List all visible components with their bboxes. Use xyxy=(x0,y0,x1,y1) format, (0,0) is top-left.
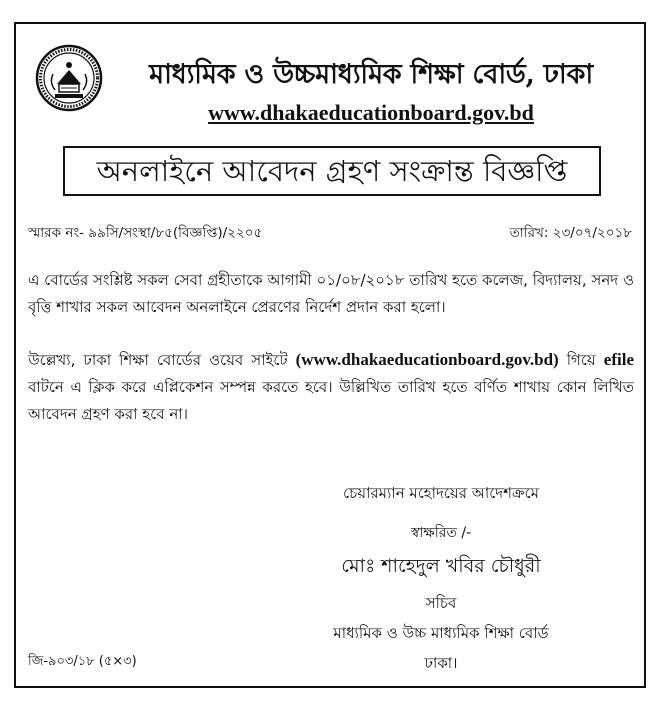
notice-paragraph-1: এ বোর্ডের সংশ্লিষ্ট সকল সেবা গ্রহীতাকে আগামী ০১/০৮/২০১৮ তারিখ হতে কলেজ, বিদ্যালয়, সনদ ও বৃত্তি শাখার সকল আবেদন অনলাইনে প্রেরণের নির্দেশ প্রদান করা হলো। xyxy=(28,271,634,316)
notice-title: অনলাইনে আবেদন গ্রহণ সংক্রান্ত বিজ্ঞপ্তি xyxy=(63,146,601,196)
board-seal-icon xyxy=(35,44,103,112)
memo-number: স্মারক নং- ৯৯সি/সংস্থা/৮৫(বিজ্ঞপ্তি)/২২০৫ xyxy=(28,225,263,241)
board-name: মাধ্যমিক ও উচ্চমাধ্যমিক শিক্ষা বোর্ড, ঢাকা xyxy=(149,59,593,90)
board-website-link[interactable]: www.dhakaeducationboard.gov.bd xyxy=(208,100,534,125)
signed-line: স্বাক্ষরিত /- xyxy=(410,525,472,541)
paragraph-2-text-c: বাটনে এ ক্লিক করে এপ্লিকেশন সম্পন্ন করতে হবে। উল্লিখিত তারিখ হতে বর্ণিত শাখায় কোন লিখিত আবেদন গ্রহণ করা হবে না। xyxy=(28,378,634,423)
officer-name: মোঃ শাহেদুল খবির চৌধুরী xyxy=(341,555,541,577)
publication-code: জি-৯০৩/১৮ (৫×৩) xyxy=(28,654,137,669)
officer-designation: সচিব xyxy=(425,594,457,612)
order-line: চেয়ারম্যান মহোদয়ের আদেশক্রমে xyxy=(343,484,539,502)
paragraph-2-text-b: গিয়ে xyxy=(558,351,604,369)
notice-frame xyxy=(14,22,646,688)
paragraph-2-text-a: উল্লেখ্য, ঢাকা শিক্ষা বোর্ডের ওয়েব সাইটে xyxy=(28,351,296,369)
office-city: ঢাকা। xyxy=(424,654,458,672)
notice-paragraph-2 xyxy=(28,346,634,428)
notice-date: তারিখ: ২৩/০৭/২০১৮ xyxy=(509,225,632,241)
website-url-text: (www.dhakaeducationboard.gov.bd) xyxy=(295,350,559,369)
efile-text: efile xyxy=(603,350,634,369)
office-name: মাধ্যমিক ও উচ্চ মাধ্যমিক শিক্ষা বোর্ড xyxy=(333,624,549,642)
